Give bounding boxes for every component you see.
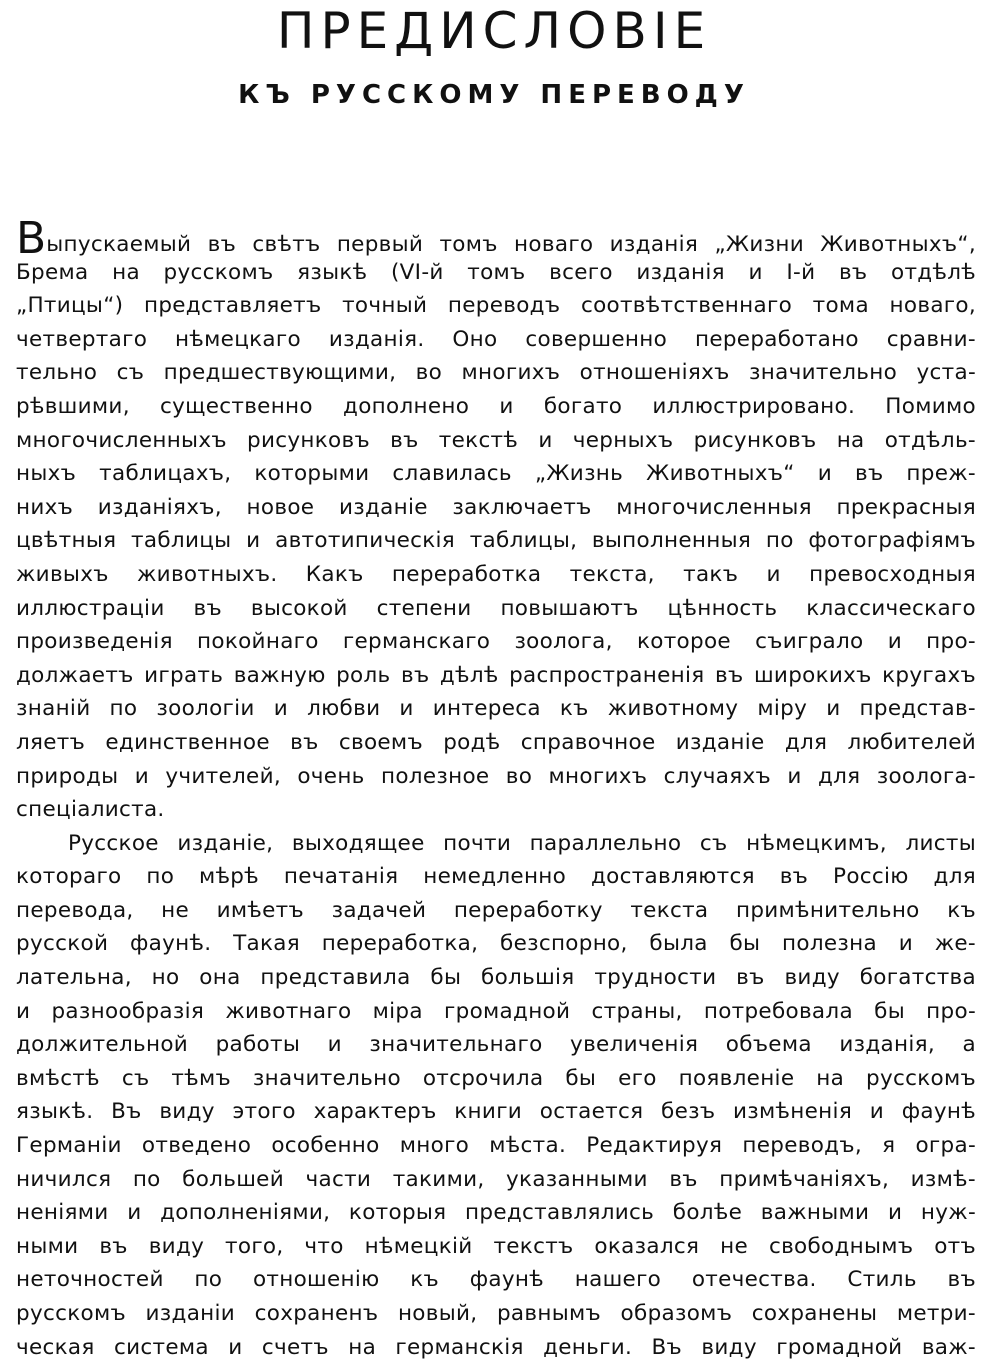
text-line: иллюстраціи въ высокой степени повышаютъ цѣнность классическаго <box>16 595 976 621</box>
text-line: ческая система и счетъ на германскія деньги. Въ виду громадной важ- <box>16 1334 976 1360</box>
text-line: должаетъ играть важную роль въ дѣлѣ распространенія въ широкихъ кругахъ <box>16 662 976 688</box>
text-line: лательна, но она представила бы большія трудности въ виду богатства <box>16 965 976 991</box>
text-line: языкѣ. Въ виду этого характеръ книги остается безъ измѣненія и фаунѣ <box>16 1099 976 1125</box>
text-line: должительной работы и значительнаго увеличенія объема изданія, а <box>16 1032 976 1058</box>
first-line-text: ыпускаемый въ свѣтъ первый томъ новаго изданія „Жизни Животныхъ“, <box>46 232 976 257</box>
text-line: нихъ изданіяхъ, новое изданіе заключаетъ многочисленныя прекрасныя <box>16 494 976 520</box>
text-line: Брема на русскомъ языкѣ (VI-й томъ всего изданія и I-й въ отдѣлѣ <box>16 259 976 285</box>
text-line: русской фаунѣ. Такая переработка, безспорно, была бы полезна и же- <box>16 931 976 957</box>
text-line: живыхъ животныхъ. Какъ переработка текста, такъ и превосходныя <box>16 561 976 587</box>
text-line: и разнообразія животнаго міра громадной страны, потребовала бы про- <box>16 998 976 1024</box>
text-line: неніями и дополненіями, которыя представлялись болѣе важными и нуж- <box>16 1200 976 1226</box>
text-line: четвертаго нѣмецкаго изданія. Оно совершенно переработано сравни- <box>16 326 976 352</box>
paragraph-1 <box>16 213 976 827</box>
text-line: знаній по зоологіи и любви и интереса къ животному міру и представ- <box>16 696 976 722</box>
body-text <box>16 213 976 1364</box>
text-line: ляетъ единственное въ своемъ родѣ справочное изданіе для любителей <box>16 729 976 755</box>
text-line: цвѣтныя таблицы и автотипическія таблицы, выполненныя по фотографіямъ <box>16 528 976 554</box>
text-line: Русское изданіе, выходящее почти параллельно съ нѣмецкимъ, листы <box>68 830 976 856</box>
text-line: произведенія покойнаго германскаго зоолога, которое съиграло и про- <box>16 629 976 655</box>
text-line: котораго по мѣрѣ печатанія немедленно доставляются въ Россію для <box>16 864 976 890</box>
text-line: природы и учителей, очень полезное во многихъ случаяхъ и для зоолога- <box>16 763 976 789</box>
text-line: спеціалиста. <box>16 797 165 823</box>
text-line: многочисленныхъ рисунковъ въ текстѣ и черныхъ рисунковъ на отдѣль- <box>16 427 976 453</box>
text-line: русскомъ изданіи сохраненъ новый, равнымъ образомъ сохранены метри- <box>16 1301 976 1326</box>
text-line: „Птицы“) представляетъ точный переводъ соотвѣтственнаго тома новаго, <box>16 293 976 319</box>
page-title: ПРЕДИСЛОВІЕ <box>276 2 712 60</box>
text-line: перевода, не имѣетъ задачей переработку текста примѣнительно къ <box>16 897 976 923</box>
text-line: ныхъ таблицахъ, которыми славилась „Жизнь Животныхъ“ и въ преж- <box>16 461 976 487</box>
drop-cap: В <box>16 213 47 264</box>
paragraph-2 <box>16 827 976 1364</box>
text-line: неточностей по отношенію къ фаунѣ нашего отечества. Стиль въ <box>16 1267 976 1293</box>
text-line: Германіи отведено особенно много мѣста. Редактируя переводъ, я огра- <box>16 1133 976 1159</box>
paragraph-first-line <box>16 213 976 264</box>
text-line: ничился по большей части такими, указанными въ примѣчаніяхъ, измѣ- <box>16 1166 976 1192</box>
text-line: тельно съ предшествующими, во многихъ отношеніяхъ значительно уста- <box>16 360 976 386</box>
page-subtitle: КЪ РУССКОМУ ПЕРЕВОДУ <box>238 80 750 110</box>
text-line: ными въ виду того, что нѣмецкій текстъ оказался не свободнымъ отъ <box>16 1233 976 1259</box>
text-line: вмѣстѣ съ тѣмъ значительно отсрочила бы его появленіе на русскомъ <box>16 1065 976 1091</box>
text-line: рѣвшими, существенно дополнено и богато иллюстрировано. Помимо <box>16 393 976 419</box>
